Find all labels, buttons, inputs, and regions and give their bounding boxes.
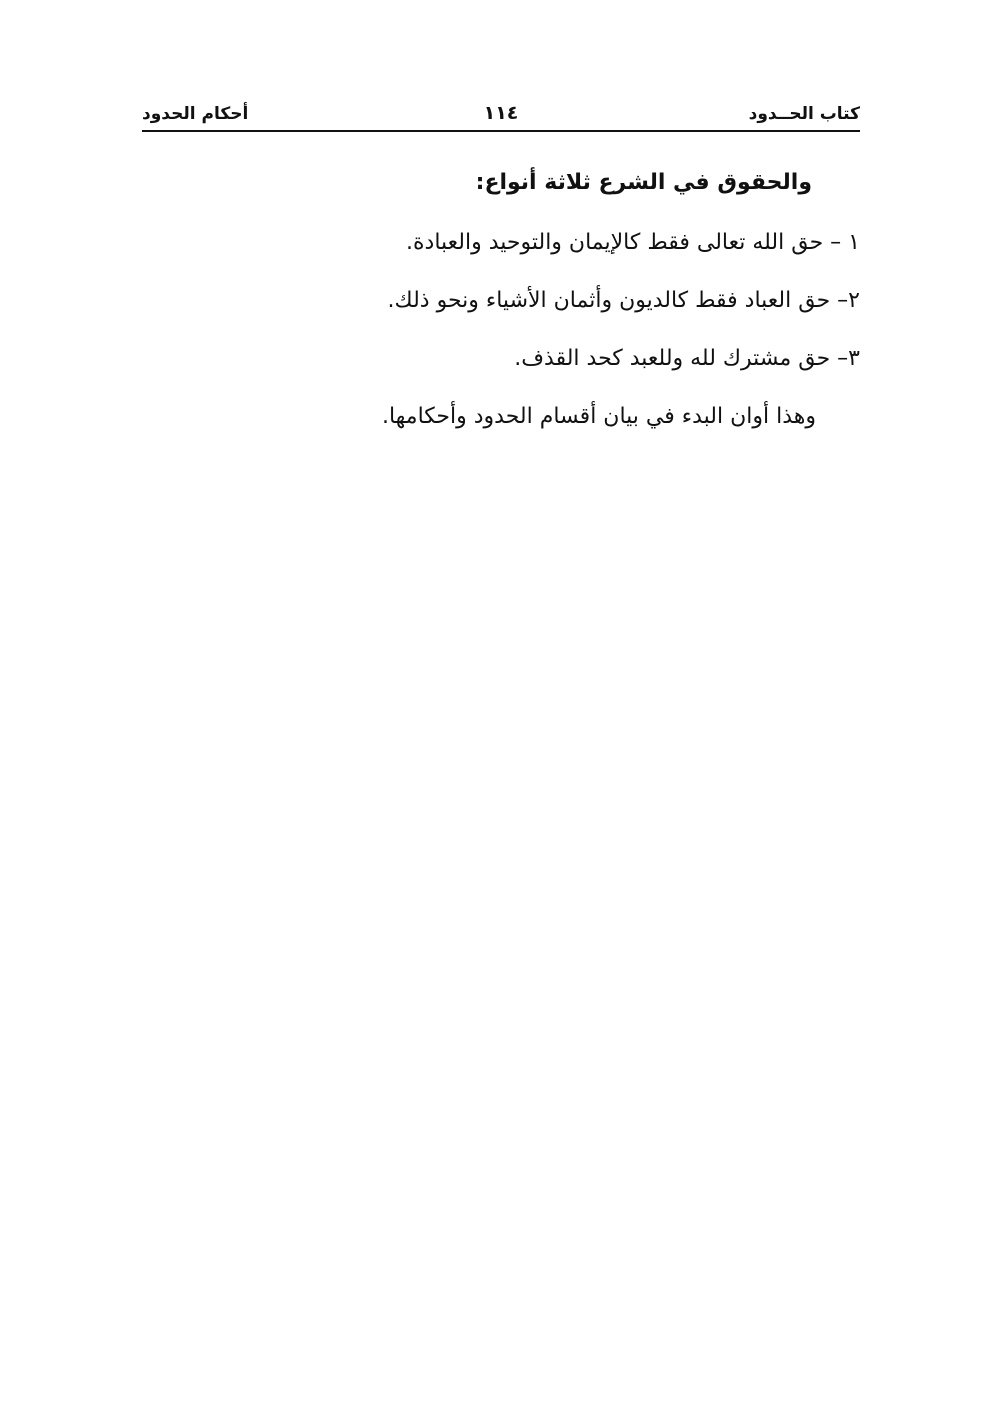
page-number: ١١٤ <box>483 102 519 124</box>
book-title: كتاب الحــدود <box>748 104 860 124</box>
running-header <box>142 96 860 132</box>
closing-paragraph: وهذا أوان البدء في بيان أقسام الحدود وأحكامها. <box>381 404 816 429</box>
list-item: ٣– حق مشترك لله وللعبد كحد القذف. <box>514 346 860 371</box>
list-item: ٢– حق العباد فقط كالديون وأثمان الأشياء ونحو ذلك. <box>387 288 860 313</box>
header-divider <box>142 130 860 132</box>
intro-paragraph: والحقوق في الشرع ثلاثة أنواع: <box>475 170 812 195</box>
list-item: ١ – حق الله تعالى فقط كالإيمان والتوحيد والعبادة. <box>406 230 860 255</box>
chapter-title: أحكام الحدود <box>142 104 249 124</box>
